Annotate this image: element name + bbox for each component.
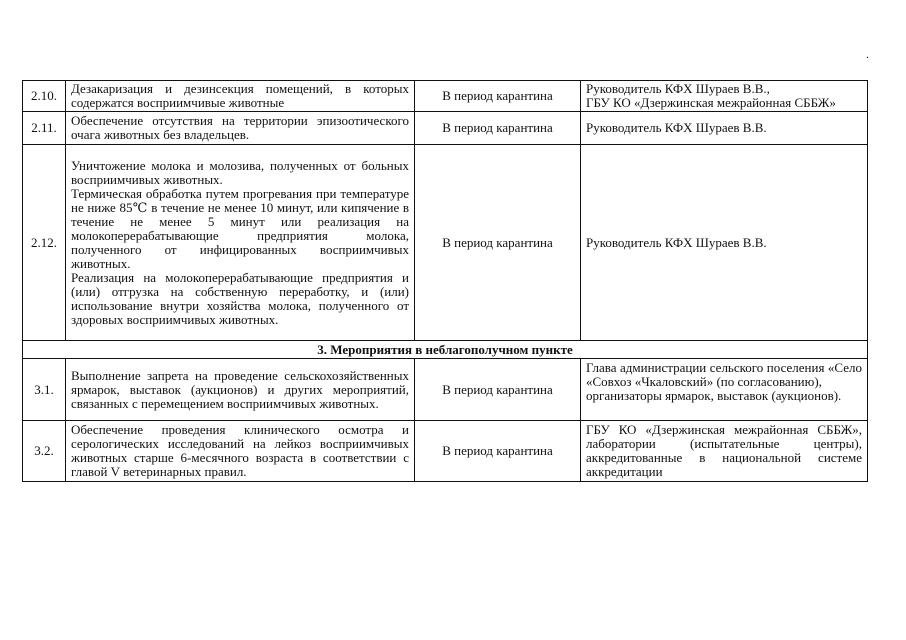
measure-paragraph: Уничтожение молока и молозива, полученных от больных восприимчивых животных. [71,157,409,187]
responsible-cell [581,421,868,482]
period-cell: В период карантина [415,421,581,482]
corner-mark: . [866,47,869,61]
table-row [23,112,868,145]
measure-text [66,112,415,145]
section-title: 3. Мероприятия в неблагополучном пункте [23,341,868,359]
row-number: 2.11. [23,112,66,145]
row-number: 2.10. [23,81,66,112]
period-cell: В период карантина [415,81,581,112]
measure-paragraph: Реализация на молокоперерабатывающие предприятия и (или) отгрузка на собственную переработку, и (или) использование внутри хозяйства молока, полученного от здоровых восприимчивых животных. [71,269,409,327]
row-number: 3.1. [23,359,66,421]
measure-text [66,81,415,112]
responsible-cell [581,112,868,145]
responsible-line: Руководитель КФХ Шураев В.В. [586,234,767,250]
responsible-line: организаторы ярмарок, выставок (аукционов). [586,388,842,403]
measure-paragraph: Обеспечение отсутствия на территории эпизоотического очага животных без владельцев. [71,113,409,142]
measure-paragraph: Выполнение запрета на проведение сельскохозяйственных ярмарок, выставок (аукционов) и других мероприятий, связанных с перемещением восприимчивых животных. [71,367,409,411]
period-cell: В период карантина [415,359,581,421]
period-cell: В период карантина [415,145,581,341]
responsible-cell [581,145,868,341]
table-row [23,359,868,421]
measure-text [66,421,415,482]
row-number: 2.12. [23,145,66,341]
period-cell: В период карантина [415,112,581,145]
table-row [23,421,868,482]
responsible-line: Руководитель КФХ Шураев В.В. [586,120,767,135]
table-row [23,145,868,341]
measure-paragraph: Дезакаризация и дезинсекция помещений, в которых содержатся восприимчивые животные [71,81,409,110]
measure-paragraph: Термическая обработка путем прогревания при температуре не ниже 85℃ в течение не менее 10 минут, или кипячение в течение не менее 5 минут или реализация на молокоперерабатывающие предприятия молока, полученного от инфицированных восприимчивых животных. [71,185,409,271]
responsible-line: ГБУ КО «Дзержинская межрайонная СББЖ», лаборатории (испытательные центры), аккредитованные в национальной системе аккредитации [586,422,862,479]
measure-text [66,145,415,341]
measure-paragraph: Обеспечение проведения клинического осмотра и серологических исследований на лейкоз восприимчивых животных старше 6-месячного возраста в соответствии с главой V ветеринарных правил. [71,422,409,479]
row-number: 3.2. [23,421,66,482]
responsible-line: ГБУ КО «Дзержинская межрайонная СББЖ» [586,95,836,110]
responsible-line: Глава администрации сельского поселения «Село «Совхоз «Чкаловский» (по согласованию), [586,360,862,389]
section-header-row [23,341,868,359]
responsible-cell [581,359,868,421]
responsible-cell [581,81,868,112]
measure-text [66,359,415,421]
responsible-line: Руководитель КФХ Шураев В.В., [586,81,770,96]
table-row [23,81,868,112]
quarantine-measures-table [22,80,868,482]
